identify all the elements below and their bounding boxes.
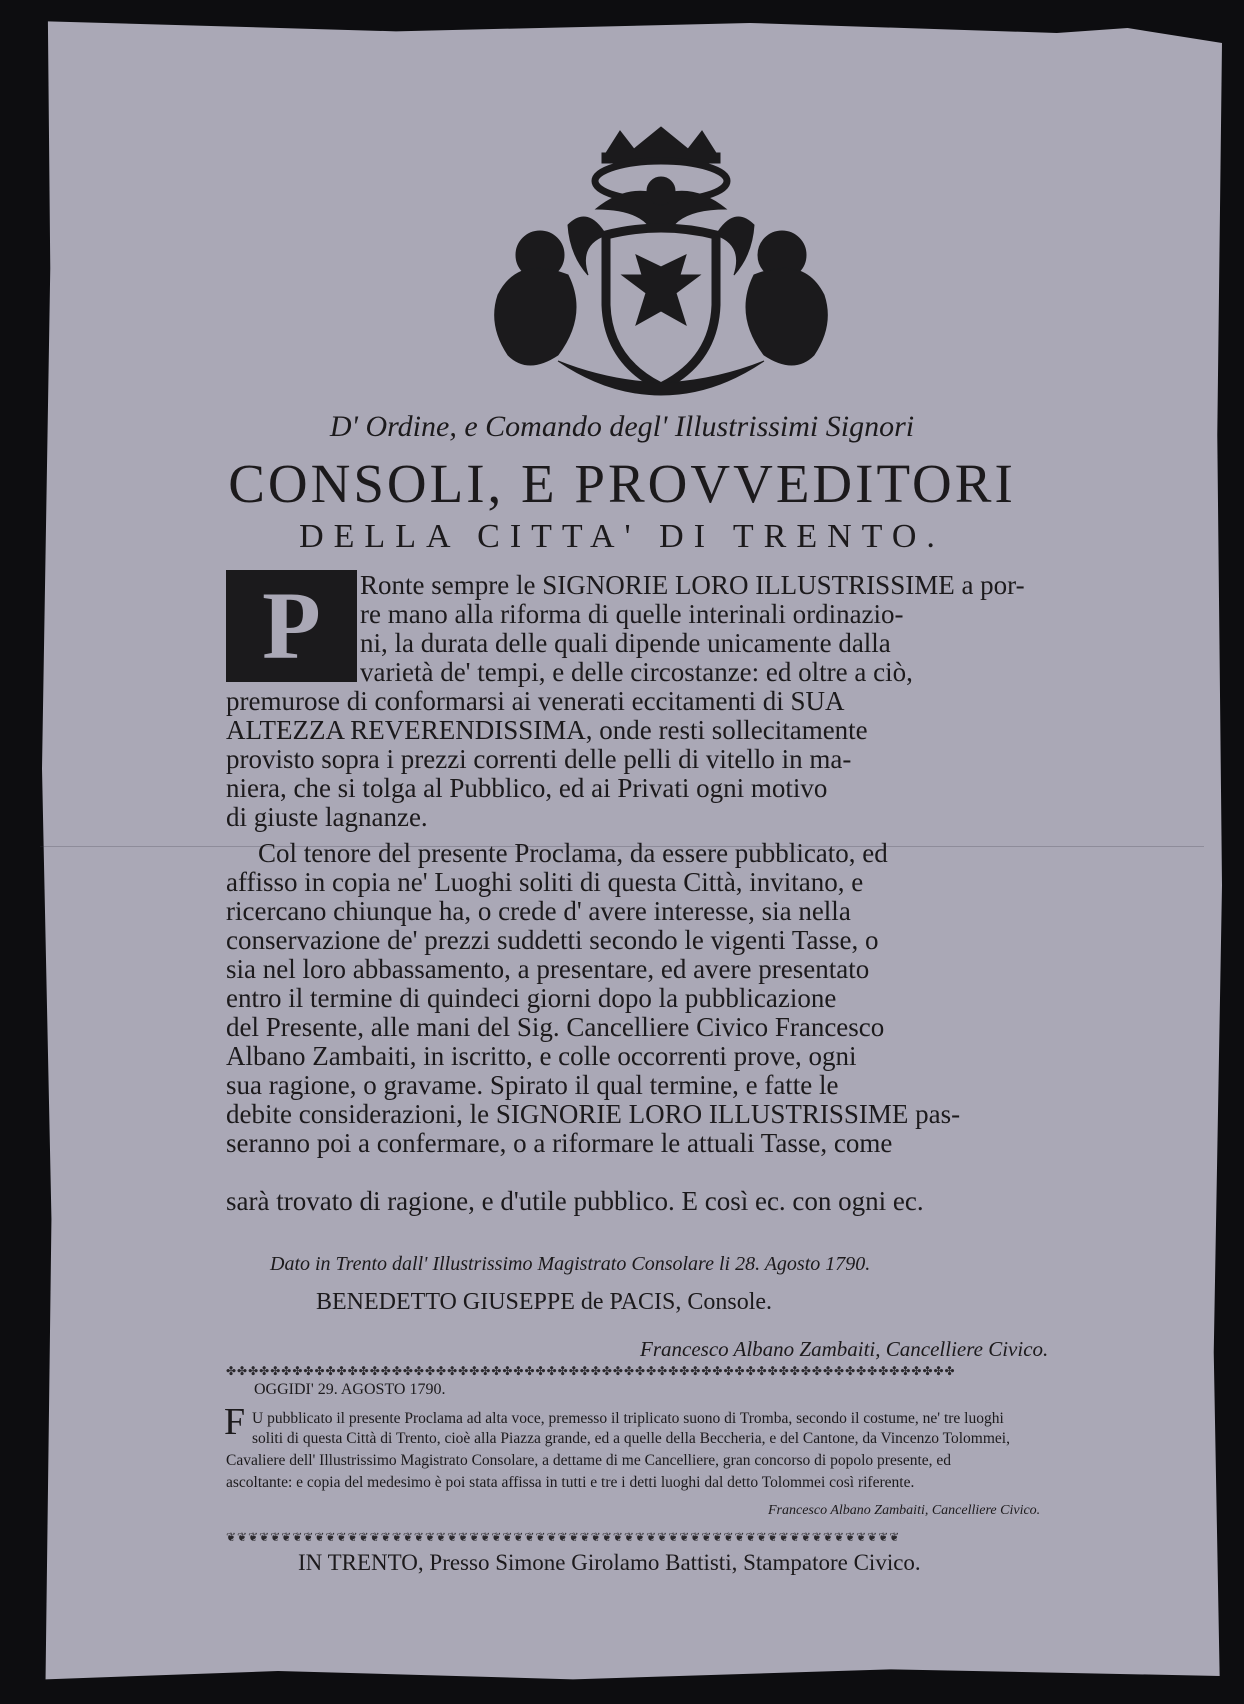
body-line: sua ragione, o gravame. Spirato il qual termine, e fatte le: [226, 1070, 839, 1100]
publication-heading: OGGIDI' 29. AGOSTO 1790.: [254, 1381, 446, 1398]
body-line: ni, la durata delle quali dipende unicamente dalla: [360, 628, 891, 658]
body-line: premurose di conformarsi ai venerati eccitamenti di SUA: [226, 686, 845, 716]
date-line: Dato in Trento dall' Illustrissimo Magistrato Consolare li 28. Agosto 1790.: [270, 1253, 871, 1275]
ornamental-divider: ❦❦❦❦❦❦❦❦❦❦❦❦❦❦❦❦❦❦❦❦❦❦❦❦❦❦❦❦❦❦❦❦❦❦❦❦❦❦❦❦❦❦❦❦❦❦❦❦❦❦❦❦❦❦❦❦❦❦❦❦❦: [226, 1530, 901, 1544]
body-line: provisto sopra i prezzi correnti delle pelli di vitello in ma-: [226, 744, 852, 774]
decorated-initial: [226, 570, 357, 682]
body-line: Albano Zambaiti, in iscritto, e colle occorrenti prove, ogni: [226, 1041, 857, 1071]
chancellor-signature: Francesco Albano Zambaiti, Cancelliere Civico.: [640, 1337, 1049, 1361]
body-line: del Presente, alle mani del Sig. Cancelliere Civico Francesco: [226, 1012, 885, 1042]
initial-letter: P: [262, 572, 321, 679]
page-subtitle: DELLA CITTA' DI TRENTO.: [299, 518, 945, 555]
body-line: entro il termine di quindeci giorni dopo la pubblicazione: [226, 983, 837, 1013]
publication-line: Cavaliere dell' Illustrissimo Magistrato Consolare, a dettame di me Cancelliere, gran concorso di popolo presente, ed: [226, 1452, 952, 1469]
publication-initial: F: [224, 1401, 246, 1443]
coat-of-arms-icon: [478, 125, 844, 401]
publication-line: soliti di questa Città di Trento, cioè alla Piazza grande, ed a quelle della Beccheria, e del Cantone, da Vincenzo Tolommei,: [252, 1430, 1010, 1447]
consul-signature: BENEDETTO GIUSEPPE de PACIS, Console.: [316, 1289, 773, 1315]
body-line: debite considerazioni, le SIGNORIE LORO ILLUSTRISSIME pas-: [226, 1099, 961, 1129]
body-line: varietà de' tempi, e delle circostanze: ed oltre a ciò,: [360, 657, 913, 687]
body-line: ricercano chiunque ha, o crede d' avere interesse, sia nella: [226, 896, 851, 926]
body-line: affisso in copia ne' Luoghi soliti di questa Città, invitano, e: [226, 867, 864, 897]
publication-signature: Francesco Albano Zambaiti, Cancelliere Civico.: [768, 1503, 1041, 1518]
proclamation-intro: D' Ordine, e Comando degl' Illustrissimi Signori: [329, 410, 915, 443]
body-line: ALTEZZA REVERENDISSIMA, onde resti sollecitamente: [226, 715, 868, 745]
body-line: sarà trovato di ragione, e d'utile pubblico. E così ec. con ogni ec.: [226, 1186, 924, 1216]
body-line: sia nel loro abbassamento, a presentare, ed avere presentato: [226, 954, 870, 984]
body-line: seranno poi a confermare, o a riformare le attuali Tasse, come: [226, 1128, 893, 1158]
page-title: CONSOLI, E PROVVEDITORI: [228, 453, 1016, 514]
body-line: di giuste lagnanze.: [226, 802, 428, 832]
body-line: Col tenore del presente Proclama, da essere pubblicato, ed: [258, 838, 888, 868]
publication-line: U pubblicato il presente Proclama ad alta voce, premesso il triplicato suono di Tromba, secondo il costume, ne' tre luoghi: [252, 1410, 1004, 1427]
body-line: re mano alla riforma di quelle interinali ordinazio-: [360, 599, 904, 629]
body-line: niera, che si tolga al Pubblico, ed ai Privati ogni motivo: [226, 773, 828, 803]
body-line: conservazione de' prezzi suddetti secondo le vigenti Tasse, o: [226, 925, 879, 955]
publication-line: ascoltante: e copia del medesimo è poi stata affissa in tutti e tre i detti luoghi dal detto Tolommei così riferente.: [226, 1474, 915, 1491]
body-line: Ronte sempre le SIGNORIE LORO ILLUSTRISSIME a por-: [360, 570, 1025, 600]
printer-line: IN TRENTO, Presso Simone Girolamo Battisti, Stampatore Civico.: [298, 1550, 921, 1575]
ornamental-divider: ✤✤✤✤✤✤✤✤✤✤✤✤✤✤✤✤✤✤✤✤✤✤✤✤✤✤✤✤✤✤✤✤✤✤✤✤✤✤✤✤✤✤✤✤✤✤✤✤✤✤✤✤✤✤✤✤✤✤✤✤✤✤✤✤✤✤: [226, 1364, 956, 1378]
